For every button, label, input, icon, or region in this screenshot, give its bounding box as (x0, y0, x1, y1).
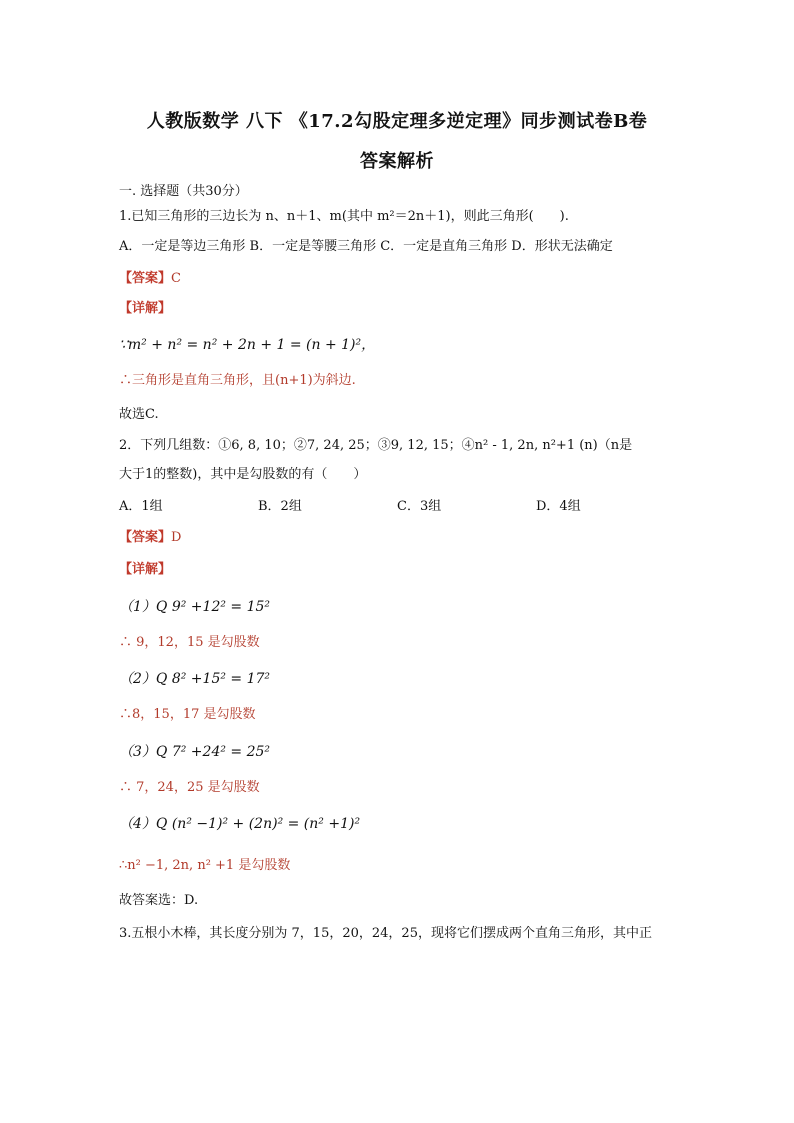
q1-detail-label-text: 【详解】 (119, 301, 172, 316)
q2-answer-value: D (171, 530, 182, 545)
q2-step2: （2）Q 8² +15² = 17² (119, 671, 271, 687)
document-subtitle: 答案解析 (360, 151, 434, 172)
q2-step3: （3）Q 7² +24² = 25² (119, 744, 271, 760)
q2-option-c: C．3组 (397, 499, 442, 514)
q2-option-d: D．4组 (536, 499, 581, 514)
q2-result2: ∴8，15，17 是勾股数 (119, 707, 256, 722)
q2-options (119, 498, 689, 516)
q1-answer-value: C (171, 271, 181, 286)
q1-options: A．一定是等边三角形 B．一定是等腰三角形 C．一定是直角三角形 D．形状无法确定 (119, 239, 613, 254)
q2-step1: （1）Q 9² +12² = 15² (119, 599, 271, 615)
q1-step2: ∴三角形是直角三角形，且(n+1)为斜边. (119, 373, 356, 388)
q2-result4: ∴n² −1, 2n, n² +1 是勾股数 (119, 858, 291, 873)
q2-result1: ∴ 9，12，15 是勾股数 (119, 635, 260, 650)
q2-detail-label (119, 561, 689, 579)
q1-conclusion: 故选C. (119, 407, 159, 422)
q2-step4: （4）Q (n² −1)² + (2n)² = (n² +1)² (119, 816, 361, 832)
q2-detail-label-text: 【详解】 (119, 562, 172, 577)
q2-answer (119, 529, 689, 547)
q2-result3: ∴ 7，24，25 是勾股数 (119, 780, 260, 795)
q1-detail-label (119, 300, 689, 318)
q2-option-a: A．1组 (119, 499, 163, 514)
q2-option-b: B．2组 (258, 499, 302, 514)
q2-conclusion: 故答案选：D. (119, 893, 199, 908)
q1-answer (119, 270, 689, 288)
q2-stem-line2: 大于1的整数)，其中是勾股数的有（ ） (119, 467, 367, 482)
q1-stem: 1.已知三角形的三边长为 n、n＋1、m(其中 m²＝2n＋1)，则此三角形( ). (119, 209, 569, 224)
q2-stem-line1: 2．下列几组数：①6, 8, 10；②7, 24, 25；③9, 12, 15；④n² - 1, 2n, n²+1 (n)（n是 (119, 438, 633, 453)
q2-answer-label: 【答案】 (119, 530, 172, 545)
q3-stem: 3.五根小木棒，其长度分别为 7，15，20，24，25，现将它们摆成两个直角三角形，其中正 (119, 926, 652, 941)
q1-step1: ∵m² + n² = n² + 2n + 1 = (n + 1)²， (119, 337, 376, 353)
document-title: 人教版数学 八下 《17.2勾股定理多逆定理》同步测试卷B卷 (146, 111, 648, 132)
q1-answer-label: 【答案】 (119, 271, 172, 286)
section-heading: 一. 选择题（共30分） (119, 184, 248, 199)
